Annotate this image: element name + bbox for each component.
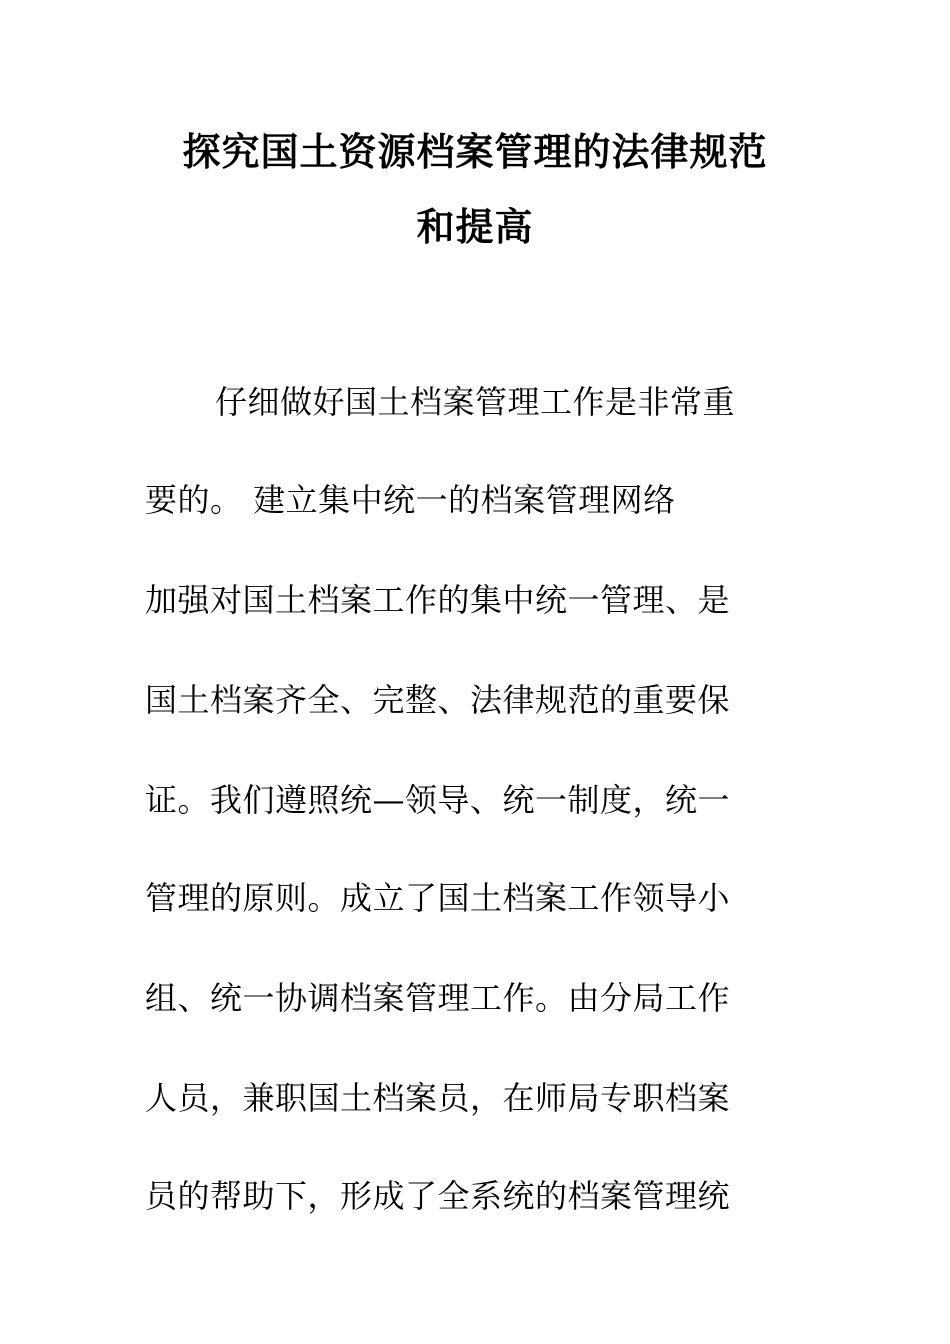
body-line-3: 加强对国土档案工作的集中统一管理、是 [145,581,731,619]
body-line-8: 人员，兼职国土档案员，在师局专职档案 [145,1079,731,1117]
body-line-2: 要的。 建立集中统一的档案管理网络 [145,481,676,519]
body-line-5: 证。我们遵照统—领导、统一制度，统一 [145,781,731,819]
body-line-1: 仔细做好国土档案管理工作是非常重 [215,383,736,421]
body-line-9: 员的帮助下，形成了全系统的档案管理统 [145,1177,731,1215]
body-line-7: 组、统一协调档案管理工作。由分局工作 [145,979,731,1017]
document-title-line-1: 探究国土资源档案管理的法律规范 [182,129,768,174]
body-line-6: 管理的原则。成立了国土档案工作领导小 [145,879,731,917]
body-line-4: 国土档案齐全、完整、法律规范的重要保 [145,681,731,719]
document-title-line-2: 和提高 [416,204,534,249]
